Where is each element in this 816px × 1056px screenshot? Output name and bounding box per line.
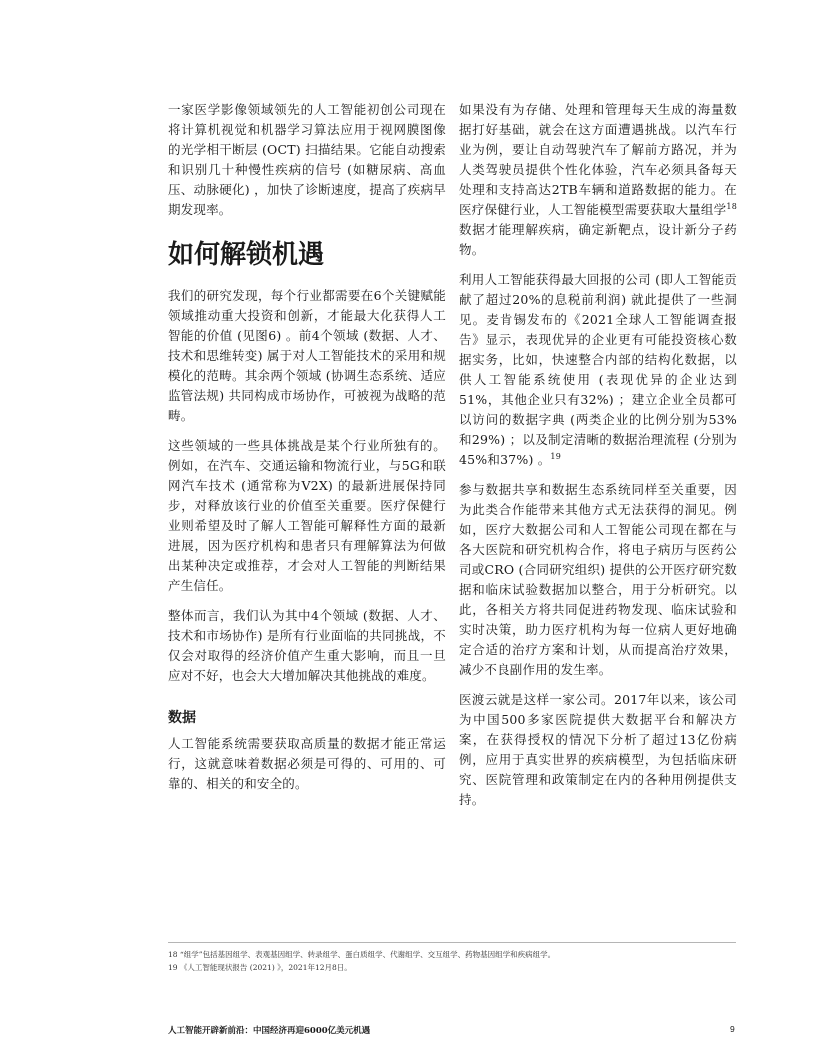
right-paragraph-4: 医渡云就是这样一家公司。2017年以来，该公司为中国500多家医院提供大数据平台和解决方案，在获得授权的情况下分析了超过13亿份病例，应用于真实世界的疾病模型，为包括临床研究、医院管理和政策制定在内的各种用例提供支持。 [459,692,737,807]
right-paragraph-3: 参与数据共享和数据生态系统同样至关重要，因为此类合作能带来其他方式无法获得的洞见。例如，医疗大数据公司和人工智能公司现在都在与各大医院和研究机构合作，将电子病历与医药公司或CRO (合同研究组织) 提供的公开医疗研究数据和临床试验数据加以整合，用于分析研究。以此，各相关方将共同促进药物发现、临床试验和实时决策，助力医疗机构为每一位病人更好地确定合适的治疗方案和计划，从而提高治疗效果，减少不良副作用的发生率。 [459,482,737,677]
footnote-ref-19: 19 [550,451,562,461]
left-paragraph-2: 我们的研究发现，每个行业都需要在6个关键赋能领域推动重大投资和创新，才能最大化获得人工智能的价值 (见图6) 。前4个领域 (数据、人才、技术和思维转变) 属于对人工智能技术的采用和规模化的范畴。其余两个领域 (协调生态系统、适应监管法规) 共同构成市场协作，可被视为战略的范畴。 [168,288,446,423]
subheading-data: 数据 [168,710,196,726]
left-paragraph-3: 这些领域的一些具体挑战是某个行业所独有的。例如，在汽车、交通运输和物流行业，与5G和联网汽车技术 (通常称为V2X) 的最新进展保持同步，对释放该行业的价值至关重要。医疗保健行业则希望及时了解人工智能可解释性方面的最新进展，因为医疗机构和患者只有理解算法为何做出某种决定或推荐，才会对人工智能的判断结果产生信任。 [168,438,446,593]
footer-title: 人工智能开辟新前沿：中国经济再迎6000亿美元机遇 [168,1026,371,1036]
section-heading: 如何解锁机遇 [168,240,325,270]
footnote-divider [168,942,736,943]
footnote-19: 19 《人工智能现状报告 (2021) 》，2021年12月8日。 [168,963,352,972]
right-paragraph-2-text: 利用人工智能获得最大回报的公司 (即人工智能贡献了超过20%的息税前利润) 就此提供了一些洞见。麦肯锡发布的《2021全球人工智能调查报告》显示，表现优异的企业更有可能投资核心数据实务，比如，快速整合内部的结构化数据，以供人工智能系统使用 (表现优异的企业达到51%，其他企业只有32%) ；建立企业全员都可以访问的数据字典 (两类企业的比例分别为53%和29%) ；以及制定清晰的数据治理流程 (分别为45%和37%) 。 [459,272,737,467]
right-paragraph-1-text-b: 数据才能理解疾病，确定新靶点，设计新分子药物。 [459,222,737,257]
right-paragraph-1-text-a: 如果没有为存储、处理和管理每天生成的海量数据打好基础，就会在这方面遭遇挑战。以汽车行业为例，要让自动驾驶汽车了解前方路况，并为人类驾驶员提供个性化体验，汽车必须具备每天处理和支持高达2TB车辆和道路数据的能力。在医疗保健行业，人工智能模型需要获取大量组学 [459,102,737,217]
left-paragraph-5: 人工智能系统需要获取高质量的数据才能正常运行，这就意味着数据必须是可得的、可用的、可靠的、相关的和安全的。 [168,736,446,791]
right-paragraph-2 [459,270,737,470]
left-paragraph-4: 整体而言，我们认为其中4个领域 (数据、人才、技术和市场协作) 是所有行业面临的共同挑战，不仅会对取得的经济价值产生重大影响，而且一旦应对不好，也会大大增加解决其他挑战的难度。 [168,608,446,683]
page-number: 9 [730,1024,735,1034]
footnote-18: 18 “组学”包括基因组学、表观基因组学、转录组学、蛋白质组学、代谢组学、交互组学、药物基因组学和疾病组学。 [168,950,556,959]
footnotes [168,948,736,974]
left-paragraph-1: 一家医学影像领域领先的人工智能初创公司现在将计算机视觉和机器学习算法应用于视网膜图像的光学相干断层 (OCT) 扫描结果。它能自动搜索和识别几十种慢性疾病的信号 (如糖尿病、高血压、动脉硬化) ，加快了诊断速度，提高了疾病早期发现率。 [168,102,446,217]
left-column [168,100,446,804]
right-paragraph-1 [459,100,737,260]
right-column [459,100,737,820]
footnote-ref-18: 18 [726,201,737,211]
